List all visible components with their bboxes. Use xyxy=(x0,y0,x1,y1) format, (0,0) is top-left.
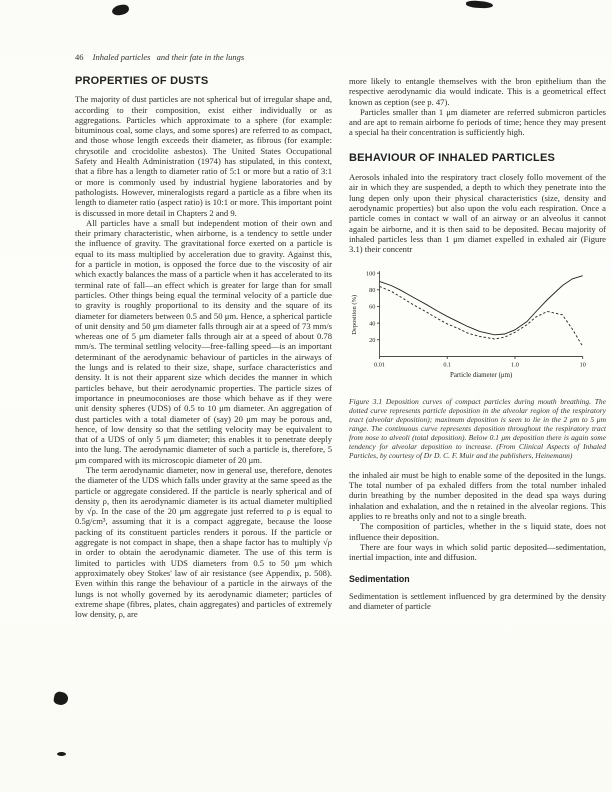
svg-text:40: 40 xyxy=(369,320,376,328)
paragraph: The majority of dust particles are not spherical but of irregular shape and, according to their composition, exist either individually or as aggregations. Particles which approximate to a sphere (for example: bituminous coal, some clays, and some spores) are referred to as compact, and those whose length exceeds their diameter, as fibrous (for example: chrysotile and crocidolite asbestos). The United States Occupational Safety and Health Administration (1974) has stipulated, in this context, that a fibre has a length to diameter ratio of 5:1 or more but a ratio of 3:1 or more is commonly used by industrial hygiene laboratories and by pathologists. However, mineralogists regard a particle as a fibre when its length to diameter ratio (aspect ratio) is 10:1 or more. This important point is discussed in more detail in Chapters 2 and 9. xyxy=(75,94,332,218)
paragraph: The term aerodynamic diameter, now in general use, therefore, denotes the diameter of the UDS which falls under gravity at the same speed as the particle or aggregate considered. If the particle is nearly spherical and of density ρ, then its aerodynamic diameter is its actual diameter multiplied by √ρ. In the case of the 20 μm aggregate just referred to ρ is equal to 0.5g/cm³, assuming that it is a compact aggregate, because the loose packing of its constituent particles renders it porous. If the particle or aggregate is not compact in shape, then a shape factor has to multiply √ρ in order to obtain the aerodynamic diameter. The use of this term is limited to particles with UDS diameters from 0.5 to 50 μm which approximately obey Stokes' law of air resistance (see Appendix, p. 508). Even within this range the behaviour of a particle in the airways of the lungs is not wholly governed by its aerodynamic diameter; particles of extreme shape (fibres, plates, chain aggregates) and particles of extremely low density, ρ, are xyxy=(75,464,332,620)
left-column xyxy=(75,76,332,619)
running-title-emphasis: Inhaled particles xyxy=(92,52,151,62)
deposition-chart xyxy=(349,265,597,391)
figure-3-1 xyxy=(349,265,606,460)
scan-artifact-bottom-left xyxy=(53,691,69,707)
running-title: and their fate in the lungs xyxy=(156,52,245,62)
svg-text:Deposition (%): Deposition (%) xyxy=(351,295,359,336)
svg-text:60: 60 xyxy=(369,304,376,312)
figure-caption: Figure 3.1 Deposition curves of compact particles during mouth breathing. The dotted curve represents particle deposition in the alveolar region of the respiratory tract (alveolar deposition); maximum deposition is seen to lie in the 2 μm to 5 μm range. The continuous curve represents deposition throughout the respiratory tract from nose to alveoli (total deposition). Below 0.1 μm deposition there is again some tendency for alveolar deposition to increase. (From Clinical Aspects of Inhaled Particles, by courtesy of Dr D. C. F. Muir and the publishers, Heinemann) xyxy=(349,397,606,460)
paragraph: The composition of particles, whether in the s liquid state, does not influence their deposition. xyxy=(349,521,606,542)
heading-properties-of-dusts: PROPERTIES OF DUSTS xyxy=(75,76,209,87)
svg-text:0.1: 0.1 xyxy=(443,362,452,370)
paragraph: Particles smaller than 1 μm diameter are referred submicron particles and are apt to remain airborne fo periods of time; hence they may present a special ha their concentration is sufficiently high. xyxy=(349,106,606,138)
paragraph: Aerosols inhaled into the respiratory tract closely follo movement of the air in which they are suspended, a depth to which they penetrate into the lung depen only upon their physical characteristics (size, density and aerodynamic properties) but also upon the volu each respiration. Once a particle comes in contact w wall of an airway or an alveolus it cannot again be airborne, and it is then said to be deposited. Becau majority of inhaled particles less than 1 μm diamet expelled in exhaled air (Figure 3.1) their concentr xyxy=(349,172,606,255)
svg-text:80: 80 xyxy=(369,287,376,295)
svg-text:1.0: 1.0 xyxy=(511,362,519,370)
paragraph: the inhaled air must be high to enable some of the deposited in the lungs. The total number of pa exhaled differs from the total number inhaled durin breathing by the number deposited in the dead spa ways during inhalation and exhalation, and the n retained in the alveolar regions. This applies to re breaths only and not to a single breath. xyxy=(349,469,606,521)
paragraph: All particles have a small but independent motion of their own and their primary characteristic, when airborne, is a tendency to settle under the influence of gravity. The gravitational force exerted on a particle is equal to its mass multiplied by acceleration due to gravity. Against this, for a particle in motion, is opposed the force due to the viscosity of air which exactly balances the mass of a particle when it has accelerated to its terminal rate of fall—an effect which is greater for large than for small particles. Other things being equal the terminal velocity of a particle due to gravity is roughly proportional to its density and the square of its diameter for diameters between 0.5 and 50 μm. Hence, a spherical particle of unit density and 50 μm diameter falls through air at a speed of 73 mm/s whereas one of 5 μm diameter falls through air at a speed of about 0.78 mm/s. The terminal settling velocity—free-falling speed—is an important determinant of the aerodynamic behaviour of particles in the airways of the lungs and is related to their size, shape, surface characteristics and density. It is not their apparent size which decides the manner in which particles behave, but their aerodynamic properties. The particle sizes of importance in pneumoconioses are those which behave as if they were unit density spheres (UDS) of 0.5 to 10 μm diameter. An aggregation of dust particles with a total diameter of (say) 20 μm may be porous and, hence, of low density so that the settling velocity may be equivalent to that of a UDS of only 5 μm diameter; this enables it to penetrate deeply into the lung. The aerodynamic diameter of such a particle is, therefore, 5 μm compared with its microscopic diameter of 20 μm. xyxy=(75,217,332,465)
svg-text:Particle diameter (μm): Particle diameter (μm) xyxy=(450,372,513,380)
right-column xyxy=(349,76,606,619)
heading-behaviour-of-inhaled-particles: BEHAVIOUR OF INHALED PARTICLES xyxy=(349,152,556,164)
svg-text:10: 10 xyxy=(579,362,586,370)
scan-artifact-bottom-dash xyxy=(57,752,66,756)
subheading-sedimentation: Sedimentation xyxy=(349,574,410,585)
scan-artifact-top-right xyxy=(466,0,493,8)
paragraph: Sedimentation is settlement influenced by gra determined by the density and diameter of particle xyxy=(349,590,606,612)
scan-artifact-top-left xyxy=(111,4,129,16)
page-number: 46 xyxy=(75,52,84,62)
svg-text:20: 20 xyxy=(369,337,376,345)
paragraph: more likely to entangle themselves with the bron epithelium than the respective aerodynamic dia would indicate. This is a geometrical effect known as ception (see p. 47). xyxy=(349,76,606,107)
paragraph: There are four ways in which solid partic deposited—sedimentation, inertial impaction, inte and diffusion. xyxy=(349,541,606,563)
running-header xyxy=(75,52,244,62)
two-column-text xyxy=(75,76,606,619)
svg-text:100: 100 xyxy=(365,270,376,278)
svg-text:0.01: 0.01 xyxy=(374,362,386,370)
